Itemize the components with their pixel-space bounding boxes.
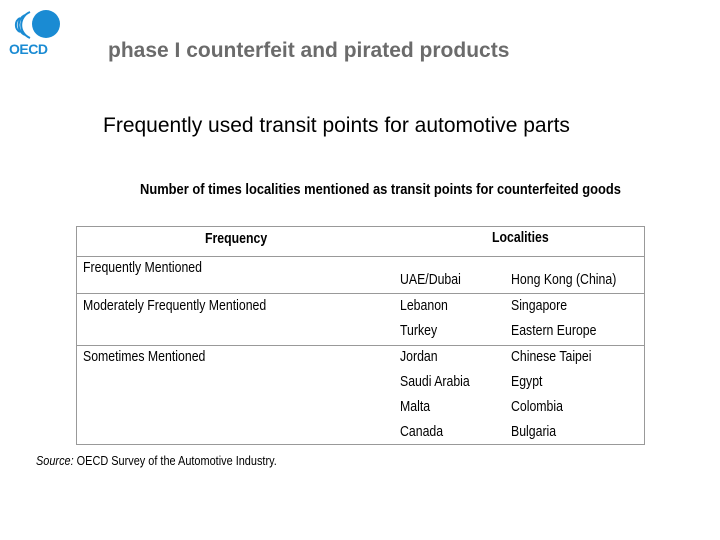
header-frequency: Frequency [205,230,268,247]
locality: Saudi Arabia [400,373,470,390]
locality: Bulgaria [511,423,557,440]
table-title: Number of times localities mentioned as transit points for counterfeited goods [140,181,621,198]
locality: Eastern Europe [511,322,597,339]
locality: Lebanon [400,297,448,314]
oecd-logo-icon [12,9,60,41]
source-label: Source: [36,453,74,468]
header-divider [77,256,644,257]
frequency-label: Moderately Frequently Mentioned [83,297,267,314]
frequency-label: Sometimes Mentioned [83,348,206,365]
header-localities: Localities [492,229,549,246]
locality: Egypt [511,373,543,390]
table-source [36,453,277,468]
row-divider [77,293,644,294]
slide-title: phase I counterfeit and pirated products [108,39,510,62]
locality: Colombia [511,398,563,415]
row-divider [77,345,644,346]
transit-points-table [76,226,645,445]
oecd-wordmark: OECD [9,41,48,57]
locality: Singapore [511,297,568,314]
locality: Jordan [400,348,438,365]
locality: Canada [400,423,444,440]
locality: Hong Kong (China) [511,271,617,288]
locality: UAE/Dubai [400,271,461,288]
locality: Malta [400,398,431,415]
source-text: OECD Survey of the Automotive Industry. [73,453,277,468]
slide-subtitle: Frequently used transit points for automotive parts [103,114,570,137]
locality: Chinese Taipei [511,348,592,365]
frequency-label: Frequently Mentioned [83,259,202,276]
locality: Turkey [400,322,438,339]
oecd-logo [6,8,58,56]
